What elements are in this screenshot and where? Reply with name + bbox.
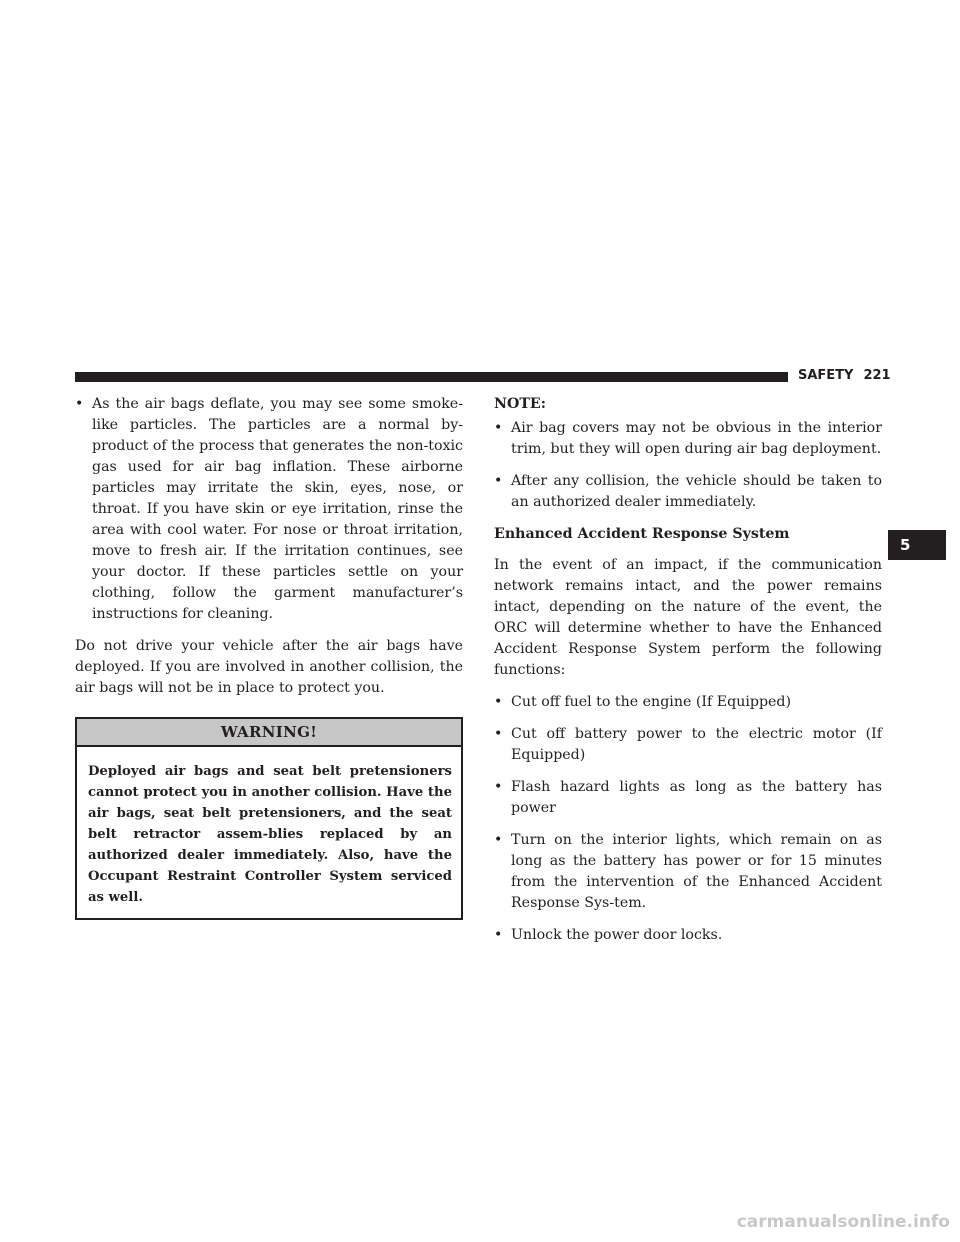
bullet-text: After any collision, the vehicle should be taken to an authorized dealer immediately. (511, 473, 882, 510)
bullet-icon: • (494, 473, 503, 489)
bullet-text: Turn on the interior lights, which remain on as long as the battery has power or for 15 minutes from the intervention of the Enhanced Accident Response Sys-tem. (511, 832, 882, 911)
list-item (494, 418, 882, 460)
running-header (798, 366, 908, 386)
section-title: SAFETY (798, 368, 854, 383)
bullet-text: Air bag covers may not be obvious in the interior trim, but they will open during air bag deployment. (511, 420, 882, 457)
list-item (494, 830, 882, 914)
header-rule (75, 372, 788, 382)
right-column (494, 394, 882, 957)
bullet-icon: • (494, 726, 503, 742)
bullet-text: As the air bags deflate, you may see some smoke-like particles. The particles are a normal by-product of the process that generates the non-toxic gas used for air bag inflation. These airborne particles may irritate the skin, eyes, nose, or throat. If you have skin or eye irritation, rinse the area with cool water. For nose or throat irritation, move to fresh air. If the irritation continues, see your doctor. If these particles settle on your clothing, follow the garment manufacturer’s instructions for cleaning. (92, 396, 463, 622)
note-label: NOTE: (494, 396, 546, 412)
bullet-text: Cut off fuel to the engine (If Equipped) (511, 694, 792, 710)
list-item (494, 471, 882, 513)
bullet-icon: • (494, 694, 503, 710)
bullet-text: Flash hazard lights as long as the battery has power (511, 779, 882, 816)
bullet-icon: • (494, 779, 503, 795)
warning-title: WARNING! (77, 719, 461, 747)
bullet-icon: • (494, 927, 503, 943)
left-column (75, 394, 463, 920)
list-item (494, 777, 882, 819)
watermark: carmanualsonline.info (736, 1212, 950, 1232)
bullet-text: Cut off battery power to the electric motor (If Equipped) (511, 726, 882, 763)
list-item (75, 394, 463, 625)
bullet-icon: • (494, 832, 503, 848)
body-paragraph: Do not drive your vehicle after the air bags have deployed. If you are involved in another collision, the air bags will not be in place to protect you. (75, 638, 463, 696)
page-number: 221 (863, 368, 891, 383)
chapter-tab: 5 (888, 530, 946, 560)
list-item (494, 692, 882, 713)
bullet-icon: • (494, 420, 503, 436)
body-paragraph: In the event of an impact, if the communication network remains intact, and the power remains intact, depending on the nature of the event, the ORC will determine whether to have the Enhanced Accident Response System perform the following functions: (494, 557, 882, 678)
section-heading: Enhanced Accident Response System (494, 526, 790, 542)
bullet-text: Unlock the power door locks. (511, 927, 723, 943)
bullet-icon: • (75, 396, 84, 412)
warning-body: Deployed air bags and seat belt pretensioners cannot protect you in another collision. Have the air bags, seat belt pretensioners, and the seat belt retractor assem-blies replaced by an authorized dealer immediately. Also, have the Occupant Restraint Controller System serviced as well. (88, 764, 452, 905)
list-item (494, 724, 882, 766)
warning-box (75, 717, 463, 920)
list-item (494, 925, 882, 946)
